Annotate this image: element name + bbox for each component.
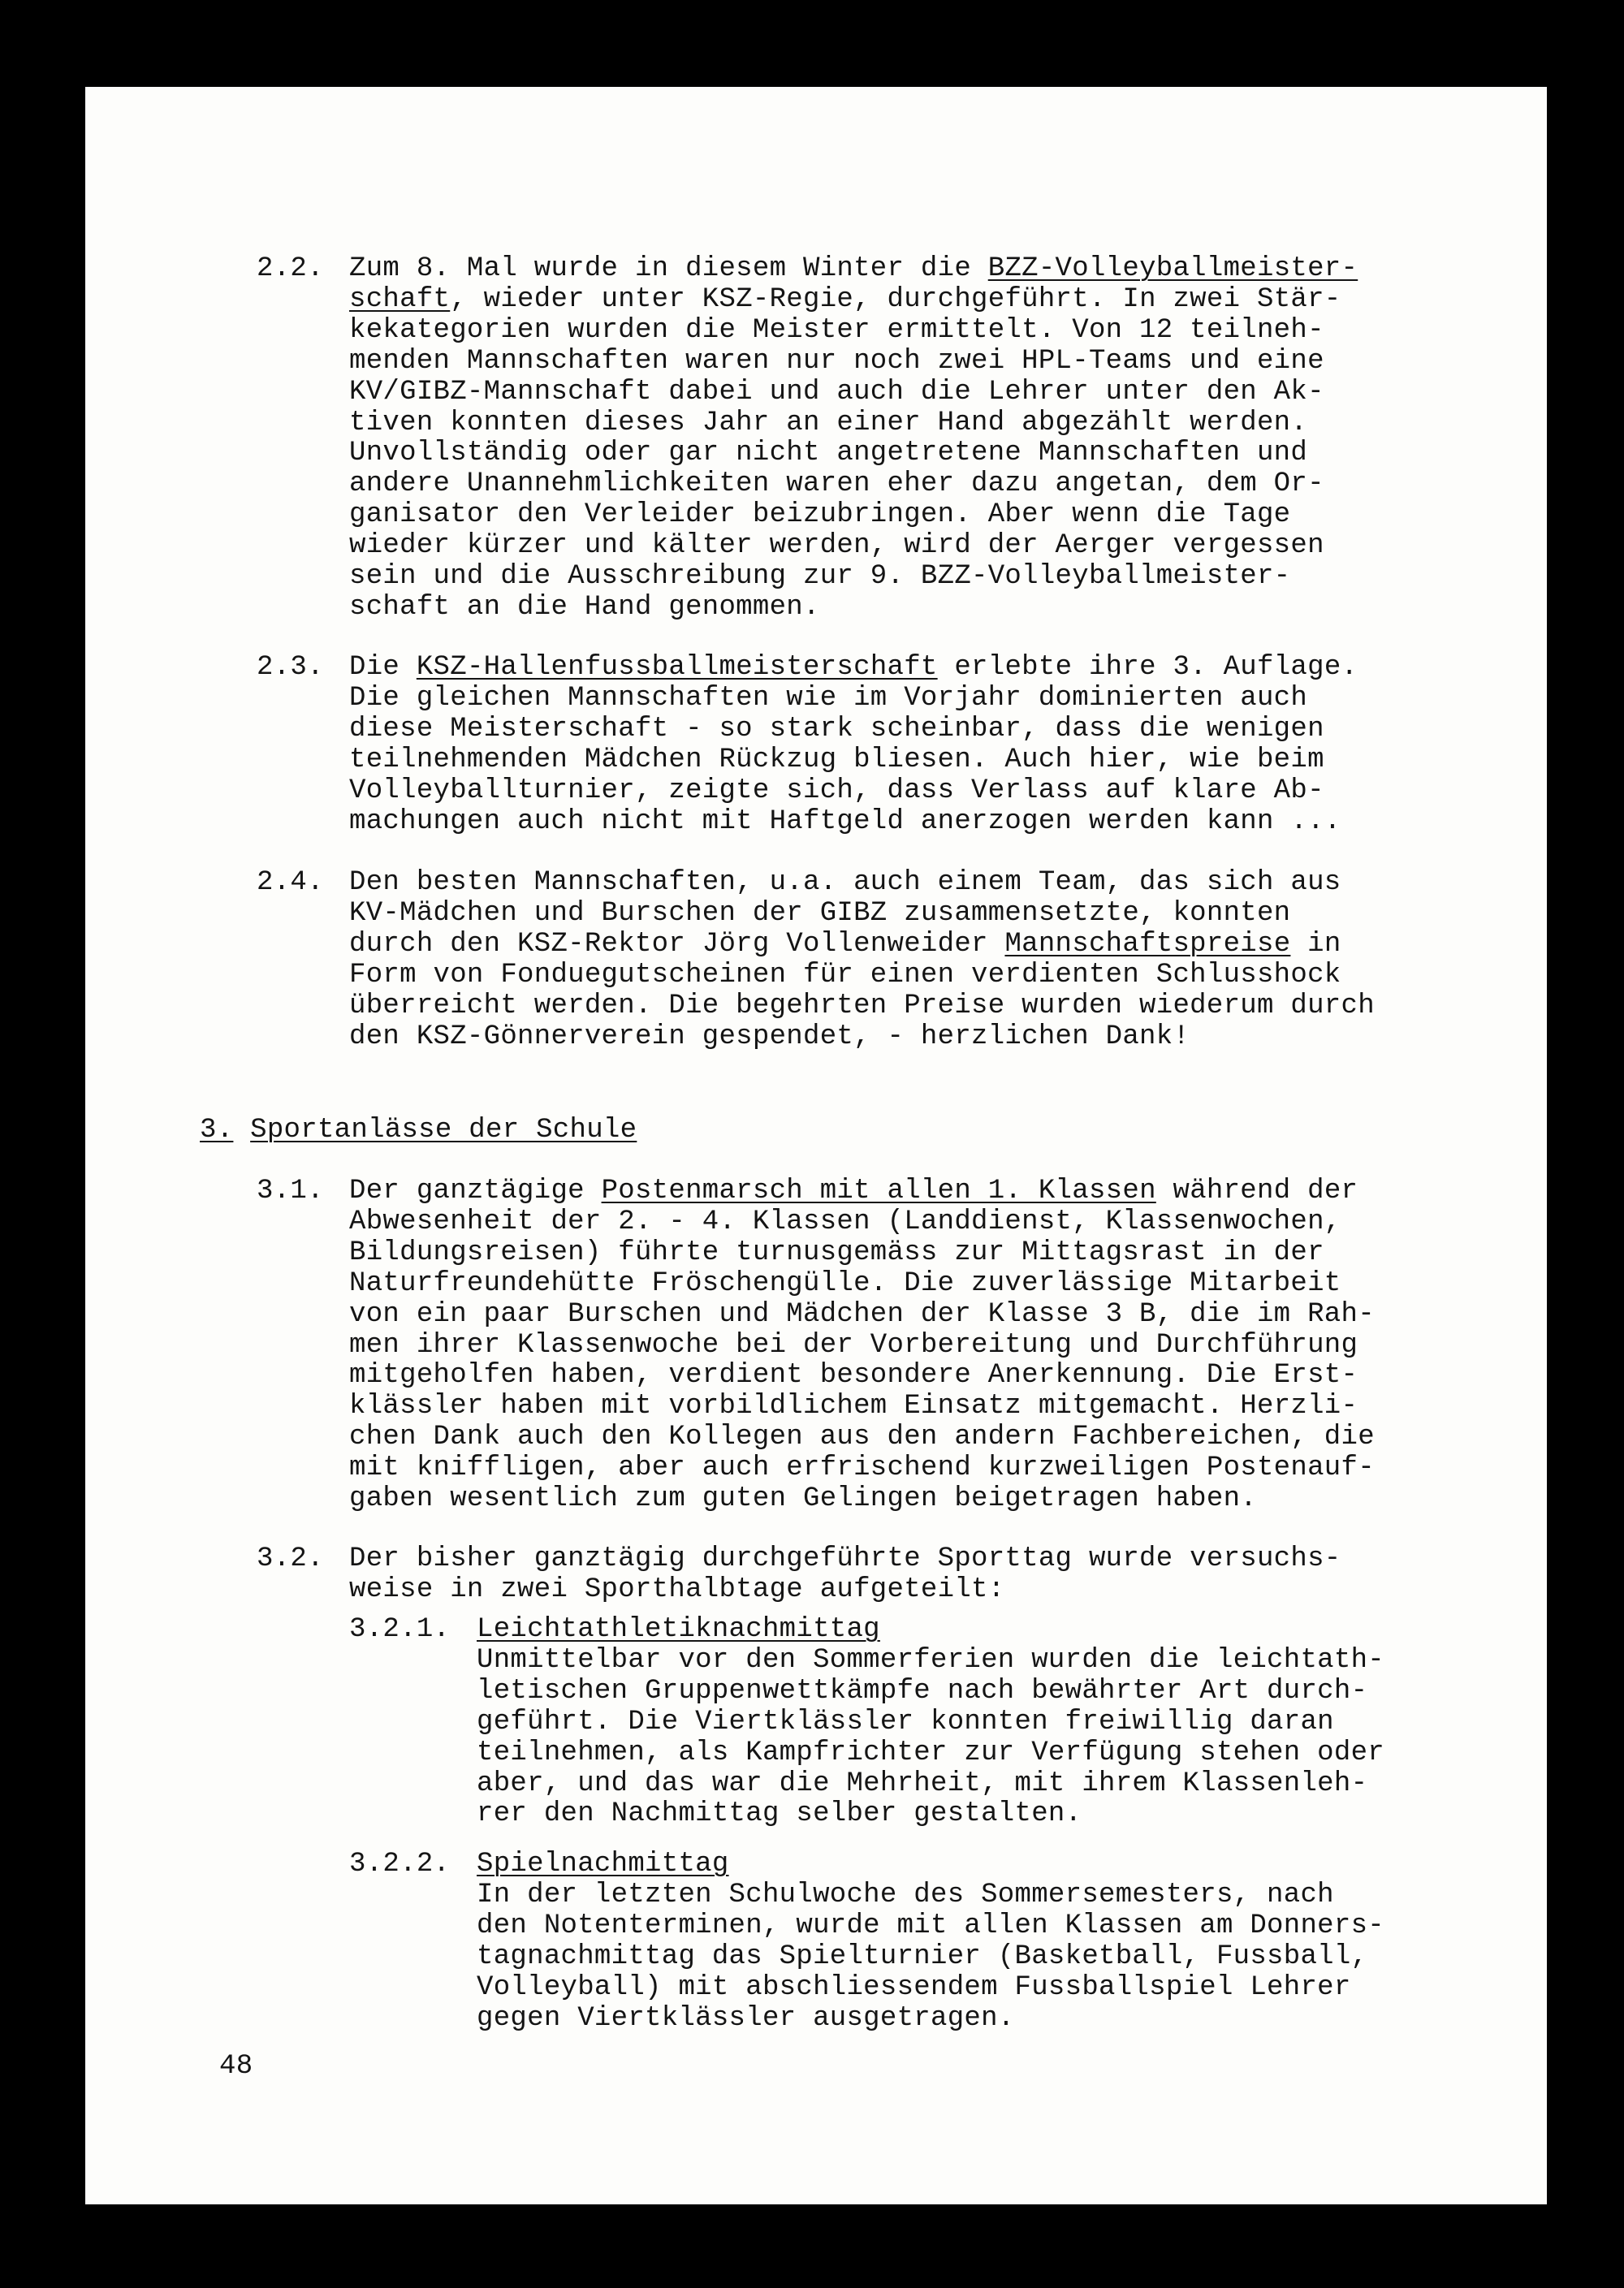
section-number: 3.1. xyxy=(257,1176,324,1207)
paragraph-3-2-2 xyxy=(477,1850,1384,2034)
text-line: Die gleichen Mannschaften wie im Vorjahr dominierten auch xyxy=(349,682,1308,714)
text-line: teilnehmen, als Kampfrichter zur Verfügung stehen oder xyxy=(477,1737,1384,1768)
text-line: andere Unannehmlichkeiten waren eher dazu angetan, dem Or- xyxy=(349,468,1324,500)
section-heading-number: 3. xyxy=(200,1115,234,1146)
text-line: Volleyballturnier, zeigte sich, dass Verlass auf klare Ab- xyxy=(349,775,1324,806)
text-line: weise in zwei Sporthalbtage aufgeteilt: xyxy=(349,1574,1005,1605)
text-line: geführt. Die Viertklässler konnten freiwillig daran xyxy=(477,1706,1334,1738)
text-line: Der ganztägige Postenmarsch mit allen 1. Klassen während der xyxy=(349,1176,1358,1207)
text-line: machungen auch nicht mit Haftgeld anerzogen werden kann ... xyxy=(349,805,1341,837)
text-line: Bildungsreisen) führte turnusgemäss zur Mittagsrast in der xyxy=(349,1237,1324,1268)
section-number: 3.2. xyxy=(257,1543,324,1574)
text-line: gaben wesentlich zum guten Gelingen beigetragen haben. xyxy=(349,1483,1257,1515)
text-line: wieder kürzer und kälter werden, wird der Aerger vergessen xyxy=(349,530,1324,562)
underlined-term: BZZ-Volleyballmeister- xyxy=(987,253,1358,284)
paragraph-3-1 xyxy=(349,1176,1375,1515)
subsection-title: Leichtathletiknachmittag xyxy=(477,1614,880,1645)
text-line: sein und die Ausschreibung zur 9. BZZ-Volleyballmeister- xyxy=(349,561,1291,593)
text-line: menden Mannschaften waren nur noch zwei HPL-Teams und eine xyxy=(349,345,1324,377)
text-line: den Notenterminen, wurde mit allen Klassen am Donners- xyxy=(477,1910,1384,1941)
text-line: Unmittelbar vor den Sommerferien wurden die leichtath- xyxy=(477,1644,1384,1676)
section-heading-text: Sportanlässe der Schule xyxy=(250,1115,637,1146)
text-line: chen Dank auch den Kollegen aus den andern Fachbereichen, die xyxy=(349,1422,1375,1453)
underlined-term: KSZ-Hallenfussballmeisterschaft xyxy=(416,652,938,683)
text-line: Den besten Mannschaften, u.a. auch einem Team, das sich aus xyxy=(349,867,1341,898)
text-line: Die KSZ-Hallenfussballmeisterschaft erlebte ihre 3. Auflage. xyxy=(349,652,1358,683)
text-line: mit kniffligen, aber auch erfrischend kurzweiligen Postenauf- xyxy=(349,1453,1375,1484)
paragraph-3-2 xyxy=(349,1544,1341,1606)
section-heading xyxy=(200,1116,637,1146)
subsection-title: Spielnachmittag xyxy=(477,1849,729,1880)
text-line: Volleyball) mit abschliessendem Fussballspiel Lehrer xyxy=(477,1971,1351,2003)
text-line: kekategorien wurden die Meister ermittelt. Von 12 teilneh- xyxy=(349,314,1324,346)
text-line: Zum 8. Mal wurde in diesem Winter die BZZ-Volleyballmeister- xyxy=(349,253,1358,284)
text-line: tagnachmittag das Spielturnier (Basketball, Fussball, xyxy=(477,1940,1368,1972)
text-line: klässler haben mit vorbildlichem Einsatz mitgemacht. Herzli- xyxy=(349,1391,1358,1422)
text-line: mitgeholfen haben, verdient besondere Anerkennung. Die Erst- xyxy=(349,1360,1358,1392)
text-line: letischen Gruppenwettkämpfe nach bewährter Art durch- xyxy=(477,1675,1368,1707)
document-page xyxy=(85,87,1547,2204)
text-line: KV-Mädchen und Burschen der GIBZ zusammensetzte, konnten xyxy=(349,897,1291,929)
underlined-term: Mannschaftspreise xyxy=(1004,928,1291,960)
section-number: 3.2.2. xyxy=(349,1849,451,1880)
text-line: rer den Nachmittag selber gestalten. xyxy=(477,1798,1082,1830)
paragraph-2-3 xyxy=(349,653,1358,837)
text-line: Der bisher ganztägig durchgeführte Sporttag wurde versuchs- xyxy=(349,1543,1341,1574)
text-line: KV/GIBZ-Mannschaft dabei und auch die Lehrer unter den Ak- xyxy=(349,376,1324,408)
text-line: teilnehmenden Mädchen Rückzug bliesen. Auch hier, wie beim xyxy=(349,744,1324,775)
text-line: von ein paar Burschen und Mädchen der Klasse 3 B, die im Rah- xyxy=(349,1298,1375,1330)
text-line: schaft, wieder unter KSZ-Regie, durchgeführt. In zwei Stär- xyxy=(349,283,1341,315)
text-line: durch den KSZ-Rektor Jörg Vollenweider Mannschaftspreise in xyxy=(349,928,1341,960)
text-line: schaft an die Hand genommen. xyxy=(349,591,820,623)
paragraph-3-2-1 xyxy=(477,1615,1384,1830)
text-line: überreicht werden. Die begehrten Preise wurden wiederum durch xyxy=(349,990,1375,1021)
page-number: 48 xyxy=(219,2051,253,2082)
underlined-term: Postenmarsch mit allen 1. Klassen xyxy=(601,1176,1156,1207)
section-number: 2.3. xyxy=(257,652,324,683)
paragraph-2-4 xyxy=(349,868,1375,1052)
text-line: tiven konnten dieses Jahr an einer Hand abgezählt werden. xyxy=(349,407,1308,438)
text-line: Unvollständig oder gar nicht angetretene Mannschaften und xyxy=(349,438,1308,469)
text-line: aber, und das war die Mehrheit, mit ihrem Klassenleh- xyxy=(477,1768,1368,1799)
text-line: gegen Viertklässler ausgetragen. xyxy=(477,2002,1015,2034)
text-line: Abwesenheit der 2. - 4. Klassen (Landdienst, Klassenwochen, xyxy=(349,1206,1341,1237)
text-line: diese Meisterschaft - so stark scheinbar, dass die wenigen xyxy=(349,713,1324,745)
section-number: 2.4. xyxy=(257,867,324,898)
text-line: men ihrer Klassenwoche bei der Vorbereitung und Durchführung xyxy=(349,1329,1358,1361)
text-line: Naturfreundehütte Fröschengülle. Die zuverlässige Mitarbeit xyxy=(349,1267,1341,1299)
underlined-term: schaft xyxy=(349,283,451,315)
text-line: Form von Fonduegutscheinen für einen verdienten Schlusshock xyxy=(349,959,1341,991)
paragraph-2-2 xyxy=(349,254,1358,624)
text-line: ganisator den Verleider beizubringen. Aber wenn die Tage xyxy=(349,499,1291,531)
section-number: 2.2. xyxy=(257,253,324,284)
text-line: In der letzten Schulwoche des Sommersemesters, nach xyxy=(477,1879,1334,1910)
section-number: 3.2.1. xyxy=(349,1614,451,1645)
text-line: den KSZ-Gönnerverein gespendet, - herzlichen Dank! xyxy=(349,1021,1190,1052)
